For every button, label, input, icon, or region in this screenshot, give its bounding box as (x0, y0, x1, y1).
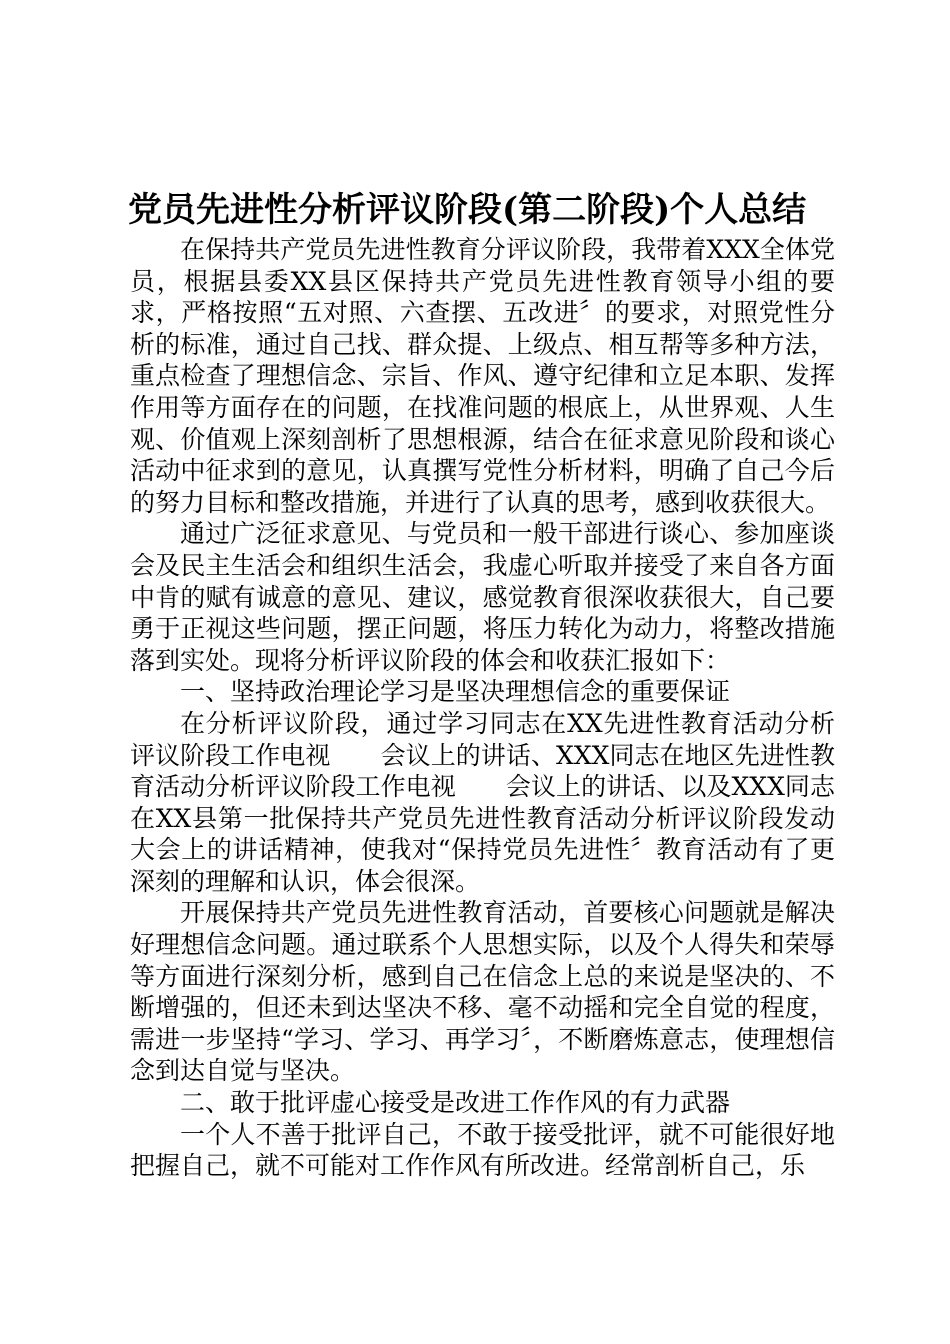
document-title: 党员先进性分析评议阶段(第二阶段)个人总结 (128, 190, 807, 230)
document-body (130, 234, 835, 1182)
section-heading-2: 二、敢于批评虚心接受是改进工作作风的有力武器 (180, 1088, 731, 1118)
paragraph-study: 在分析评议阶段，通过学习同志在XX先进性教育活动分析评议阶段工作电视 会议上的讲话、XXX同志在地区先进性教育活动分析评议阶段工作电视 会议上的讲话、以及XXX同志在XX县第一批保持共产党员先进性教育活动分析评议阶段发动大会上的讲话精神，使我对“保持党员先进性〞教育活动有了更深刻的理解和认识，体会很深。 (130, 708, 835, 896)
paragraph-feedback: 通过广泛征求意见、与党员和一般干部进行谈心、参加座谈会及民主生活会和组织生活会，我虚心听取并接受了来自各方面中肯的赋有诚意的意见、建议，感觉教育很深收获很大，自己要勇于正视这些问题，摆正问题，将压力转化为动力，将整改措施落到实处。现将分析评议阶段的体会和收获汇报如下： (130, 519, 835, 675)
paragraph-belief: 开展保持共产党员先进性教育活动，首要核心问题就是解决好理想信念问题。通过联系个人思想实际，以及个人得失和荣辱等方面进行深刻分析，感到自己在信念上总的来说是坚决的、不断增强的，但还未到达坚决不移、毫不动摇和完全自觉的程度，需进一步坚持“学习、学习、再学习〞，不断磨炼意志，使理想信念到达自觉与坚决。 (130, 898, 835, 1086)
paragraph-criticism: 一个人不善于批评自己，不敢于接受批评，就不可能很好地把握自己，就不可能对工作作风有所改进。经常剖析自己，乐 (130, 1119, 835, 1181)
section-heading-1: 一、坚持政治理论学习是坚决理想信念的重要保证 (180, 677, 731, 707)
paragraph-intro: 在保持共产党员先进性教育分评议阶段，我带着XXX全体党员，根据县委XX县区保持共产党员先进性教育领导小组的要求，严格按照“五对照、六查摆、五改进〞的要求，对照党性分析的标准，通过自己找、群众提、上级点、相互帮等多种方法，重点检查了理想信念、宗旨、作风、遵守纪律和立足本职、发挥作用等方面存在的问题，在找准问题的根底上，从世界观、人生观、价值观上深刻剖析了思想根源，结合在征求意见阶段和谈心活动中征求到的意见，认真撰写党性分析材料，明确了自己今后的努力目标和整改措施，并进行了认真的思考，感到收获很大。 (130, 235, 835, 517)
